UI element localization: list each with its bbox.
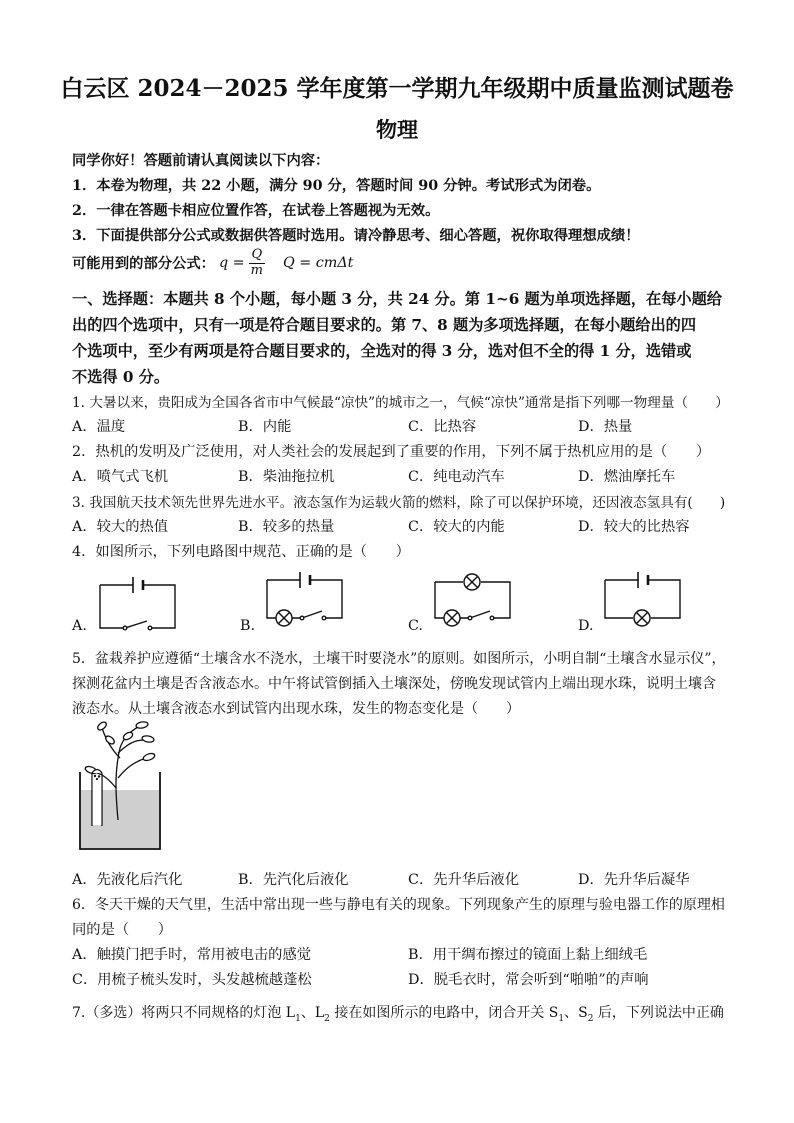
intro-rule-1: 1．本卷为物理，共 22 小题，满分 90 分，答题时间 90 分钟。考试形式为闭卷。 bbox=[72, 178, 601, 194]
q4-stem: 4．如图所示，下列电路图中规范、正确的是（ ） bbox=[72, 544, 410, 560]
q3-option-a: A．较大的热值 bbox=[72, 519, 169, 535]
q3-option-d: D．较大的比热容 bbox=[578, 519, 690, 535]
circuit-diagram-c bbox=[430, 568, 520, 638]
circuit-diagram-b bbox=[262, 568, 352, 638]
q7-text-3: 接在如图所示的电路中，闭合开关 S bbox=[329, 1005, 559, 1021]
q7-sub-s1: 1 bbox=[558, 1013, 565, 1024]
subject-title: 物理 bbox=[376, 117, 418, 142]
q7-sub-l2: 2 bbox=[324, 1013, 330, 1024]
q3-option-c: C．较大的内能 bbox=[408, 519, 505, 535]
intro-rule-2: 2．一律在答题卡相应位置作答，在试卷上答题视为无效。 bbox=[72, 203, 440, 219]
q2-option-b: B．柴油拖拉机 bbox=[238, 469, 335, 485]
formula-q-numerator: Q bbox=[249, 248, 265, 263]
exam-title: 白云区 2024－2025 学年度第一学期九年级期中质量监测试题卷 bbox=[60, 75, 734, 102]
section1-line-3: 个选项中，至少有两项是符合题目要求的，全选对的得 3 分，选对但不全的得 1 分，选错或 bbox=[72, 342, 692, 360]
q7-text-4: 、S bbox=[564, 1005, 588, 1021]
q6-line-2: 同的是（ ） bbox=[72, 922, 173, 938]
q7-sub-s2: 2 bbox=[587, 1013, 594, 1024]
q2-option-d: D．燃油摩托车 bbox=[578, 469, 676, 485]
circuit-diagram-a bbox=[95, 568, 185, 638]
q5-line-1: 5．盆栽养护应遵循“土壤含水不浇水，土壤干时要浇水”的原则。如图所示，小明自制“土壤含水显示仪”， bbox=[72, 651, 726, 667]
section1-line-4: 不选得 0 分。 bbox=[72, 368, 170, 386]
plant-pot-test-tube-figure bbox=[76, 718, 166, 853]
q2-stem: 2．热机的发明及广泛使用，对人类社会的发展起到了重要的作用，下列不属于热机应用的是（ ） bbox=[72, 444, 711, 460]
q7-text-1: 7.（多选）将两只不同规格的灯泡 L bbox=[72, 1005, 296, 1021]
q5-option-c: C．先升华后液化 bbox=[408, 872, 520, 888]
formula-q-fraction bbox=[249, 248, 265, 278]
q6-option-b: B．用干绸布擦过的镜面上黏上细绒毛 bbox=[408, 947, 648, 963]
q6-option-d: D．脱毛衣时，常会听到“啪啪”的声响 bbox=[408, 972, 649, 988]
q7-sub-l1: 1 bbox=[295, 1013, 301, 1024]
intro-rule-3: 3．下面提供部分公式或数据供答题时选用。请冷静思考、细心答题，祝你取得理想成绩！ bbox=[72, 228, 640, 244]
q7-text-5: 后，下列说法中正确 bbox=[593, 1005, 724, 1021]
intro-greeting: 同学你好！答题前请认真阅读以下内容： bbox=[72, 153, 330, 169]
q4-option-d: D. bbox=[578, 618, 594, 634]
q4-option-c: C. bbox=[408, 618, 423, 634]
q1-option-c: C．比热容 bbox=[408, 419, 477, 435]
q6-option-a: A．触摸门把手时，常用被电击的感觉 bbox=[72, 947, 312, 963]
formula-heat: Q = cmΔt bbox=[282, 255, 354, 271]
q4-option-b: B. bbox=[240, 618, 256, 634]
q1-option-d: D．热量 bbox=[578, 419, 633, 435]
q5-line-3: 液态水。从土壤含液态水到试管内出现水珠，发生的物态变化是（ ） bbox=[72, 701, 520, 717]
q3-stem: 3. 我国航天技术领先世界先进水平。液态氢作为运载火箭的燃料，除了可以保护环境，还因液态氢具有( ) bbox=[72, 495, 726, 511]
formula-q-denominator: m bbox=[250, 262, 263, 278]
q5-option-b: B．先汽化后液化 bbox=[238, 872, 349, 888]
circuit-diagram-d bbox=[600, 568, 690, 638]
q2-option-a: A．喷气式飞机 bbox=[72, 469, 169, 485]
q5-option-d: D．先升华后凝华 bbox=[578, 872, 690, 888]
section1-line-1: 一、选择题：本题共 8 个小题，每小题 3 分，共 24 分。第 1~6 题为单项选择题，在每小题给 bbox=[72, 290, 722, 308]
q2-option-c: C．纯电动汽车 bbox=[408, 469, 505, 485]
q7-text-2: 、L bbox=[300, 1005, 325, 1021]
q1-stem: 1. 大暑以来，贵阳成为全国各省市中气候最“凉快”的城市之一，气候“凉快”通常是指下列哪一物理量（ ） bbox=[72, 395, 729, 411]
q1-option-a: A．温度 bbox=[72, 419, 126, 435]
q3-option-b: B．较多的热量 bbox=[238, 519, 335, 535]
q5-line-2: 探测花盆内土壤是否含液态水。中午将试管倒插入土壤深处，傍晚发现试管内上端出现水珠，说明土壤含 bbox=[72, 676, 716, 692]
section1-line-2: 出的四个选项中，只有一项是符合题目要求的。第 7、8 题为多项选择题，在每小题给出的四 bbox=[72, 316, 697, 334]
formula-label: 可能用到的部分公式： bbox=[72, 256, 215, 272]
q6-line-1: 6．冬天干燥的天气里，生活中常出现一些与静电有关的现象。下列现象产生的原理与验电器工作的原理相 bbox=[72, 897, 725, 913]
formula-row bbox=[72, 248, 353, 278]
formula-q-lhs: q = bbox=[218, 255, 245, 271]
q5-option-a: A．先液化后汽化 bbox=[72, 872, 183, 888]
q7-stem bbox=[72, 1002, 724, 1024]
q1-option-b: B．内能 bbox=[238, 419, 292, 435]
q6-option-c: C．用梳子梳头发时，头发越梳越蓬松 bbox=[72, 972, 312, 988]
q4-option-a: A. bbox=[72, 618, 87, 634]
